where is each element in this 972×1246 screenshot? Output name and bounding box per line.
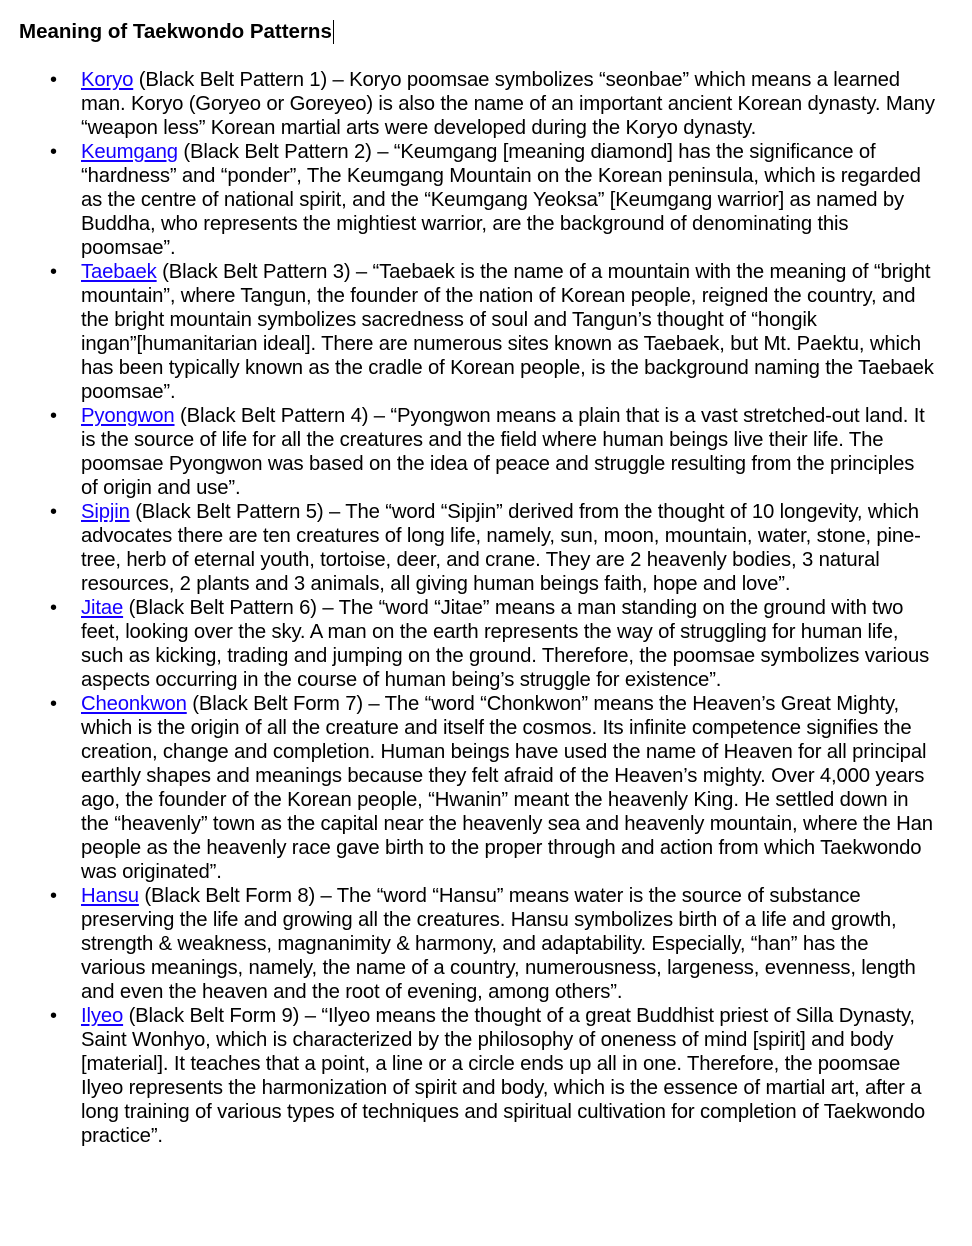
pattern-description: (Black Belt Form 8) – The “word “Hansu” means water is the source of substance preserving the life and growing all the creatures. Hansu symbolizes birth of a life and growth, strength & weakness, magnanimity & harmony, and adaptability. Especially, “han” has the various meanings, namely, the name of a country, numerousness, largeness, evenness, length and even the heaven and the root of evening, among others”. [81,885,916,1003]
bullet-icon: • [50,693,57,715]
pattern-link-hansu[interactable]: Hansu [81,885,139,907]
pattern-link-taebaek[interactable]: Taebaek [81,261,157,283]
pattern-link-jitae[interactable]: Jitae [81,597,124,619]
pattern-link-koryo[interactable]: Koryo [81,69,134,91]
bullet-icon: • [50,597,57,619]
pattern-link-cheonkwon[interactable]: Cheonkwon [81,693,187,715]
pattern-description: (Black Belt Pattern 6) – The “word “Jitae” means a man standing on the ground with two feet, looking over the sky. A man on the earth represents the way of struggling for human life, such as kicking, trading and jumping on the ground. Therefore, the poomsae symbolizes various aspects occurring in the course of human being’s struggle for existence”. [81,597,930,691]
list-item [0,500,936,596]
pattern-description: (Black Belt Pattern 2) – “Keumgang [meaning diamond] has the significance of “hardness” and “ponder”, The Keumgang Mountain on the Korean peninsula, which is regarded as the centre of national spirit, and the “Keumgang Yeoksa” [Keumgang warrior] as named by Buddha, who represents the mightiest warrior, are the background of denominating this poomsae”. [81,141,921,259]
list-item [0,884,936,1004]
pattern-description: (Black Belt Pattern 5) – The “word “Sipjin” derived from the thought of 10 longevity, which advocates there are ten creatures of long life, namely, sun, moon, mountain, water, stone, pine-tree, herb of eternal youth, tortoise, deer, and crane. They are 2 heavenly bodies, 3 natural resources, 2 plants and 3 animals, all giving human beings faith, hope and love”. [81,501,921,595]
list-item [0,1004,936,1148]
bullet-icon: • [50,141,57,163]
pattern-link-keumgang[interactable]: Keumgang [81,141,178,163]
bullet-icon: • [50,405,57,427]
bullet-icon: • [50,261,57,283]
pattern-description: (Black Belt Pattern 1) – Koryo poomsae symbolizes “seonbae” which means a learned man. Koryo (Goryeo or Goreyeo) is also the name of an important ancient Korean dynasty. Many “weapon less” Korean martial arts were developed during the Koryo dynasty. [81,69,935,139]
pattern-link-sipjin[interactable]: Sipjin [81,501,130,523]
bullet-icon: • [50,69,57,91]
pattern-description: (Black Belt Form 9) – “Ilyeo means the thought of a great Buddhist priest of Silla Dynasty, Saint Wonhyo, which is characterized by the philosophy of oneness of mind [spirit] and body [material]. It teaches that a point, a line or a circle ends up all in one. Therefore, the poomsae Ilyeo represents the harmonization of spirit and body, which is the essence of martial art, after a long training of various types of techniques and spiritual cultivation for completion of Taekwondo practice”. [81,1005,926,1147]
bullet-icon: • [50,885,57,907]
list-item [0,404,936,500]
text-cursor [333,20,335,44]
bullet-icon: • [50,1005,57,1027]
pattern-link-pyongwon[interactable]: Pyongwon [81,405,175,427]
pattern-list [0,68,972,1148]
pattern-description: (Black Belt Pattern 4) – “Pyongwon means a plain that is a vast stretched-out land. It is the source of life for all the creatures and the field where human beings live their life. The poomsae Pyongwon was based on the idea of peace and struggle resulting from the principles of origin and use”. [81,405,925,499]
list-item [0,596,936,692]
document-title-text: Meaning of Taekwondo Patterns [19,20,332,43]
list-item [0,260,936,404]
pattern-description: (Black Belt Form 7) – The “word “Chonkwon” means the Heaven’s Great Mighty, which is the origin of all the creature and itself the cosmos. Its infinite competence signifies the creation, change and completion. Human beings have used the name of Heaven for all principal earthly shapes and meanings because they felt afraid of the Heaven’s mighty. Over 4,000 years ago, the founder of the Korean people, “Hwanin” meant the heavenly King. He settled down in the “heavenly” town as the capital near the heavenly sea and heavenly mountain, where the Han people as the heavenly race gave birth to the proper through and action from which Taekwondo was originated”. [81,693,933,883]
pattern-link-ilyeo[interactable]: Ilyeo [81,1005,124,1027]
list-item [0,692,936,884]
list-item [0,68,936,140]
list-item [0,140,936,260]
pattern-description: (Black Belt Pattern 3) – “Taebaek is the name of a mountain with the meaning of “bright mountain”, where Tangun, the founder of the nation of Korean people, reigned the country, and the bright mountain symbolizes sacredness of soul and Tangun’s thought of “hongik ingan”[humanitarian ideal]. There are numerous sites known as Taebaek, but Mt. Paektu, which has been typically known as the cradle of Korean people, is the background naming the Taebaek poomsae”. [81,261,934,403]
document-title[interactable] [19,20,334,44]
bullet-icon: • [50,501,57,523]
